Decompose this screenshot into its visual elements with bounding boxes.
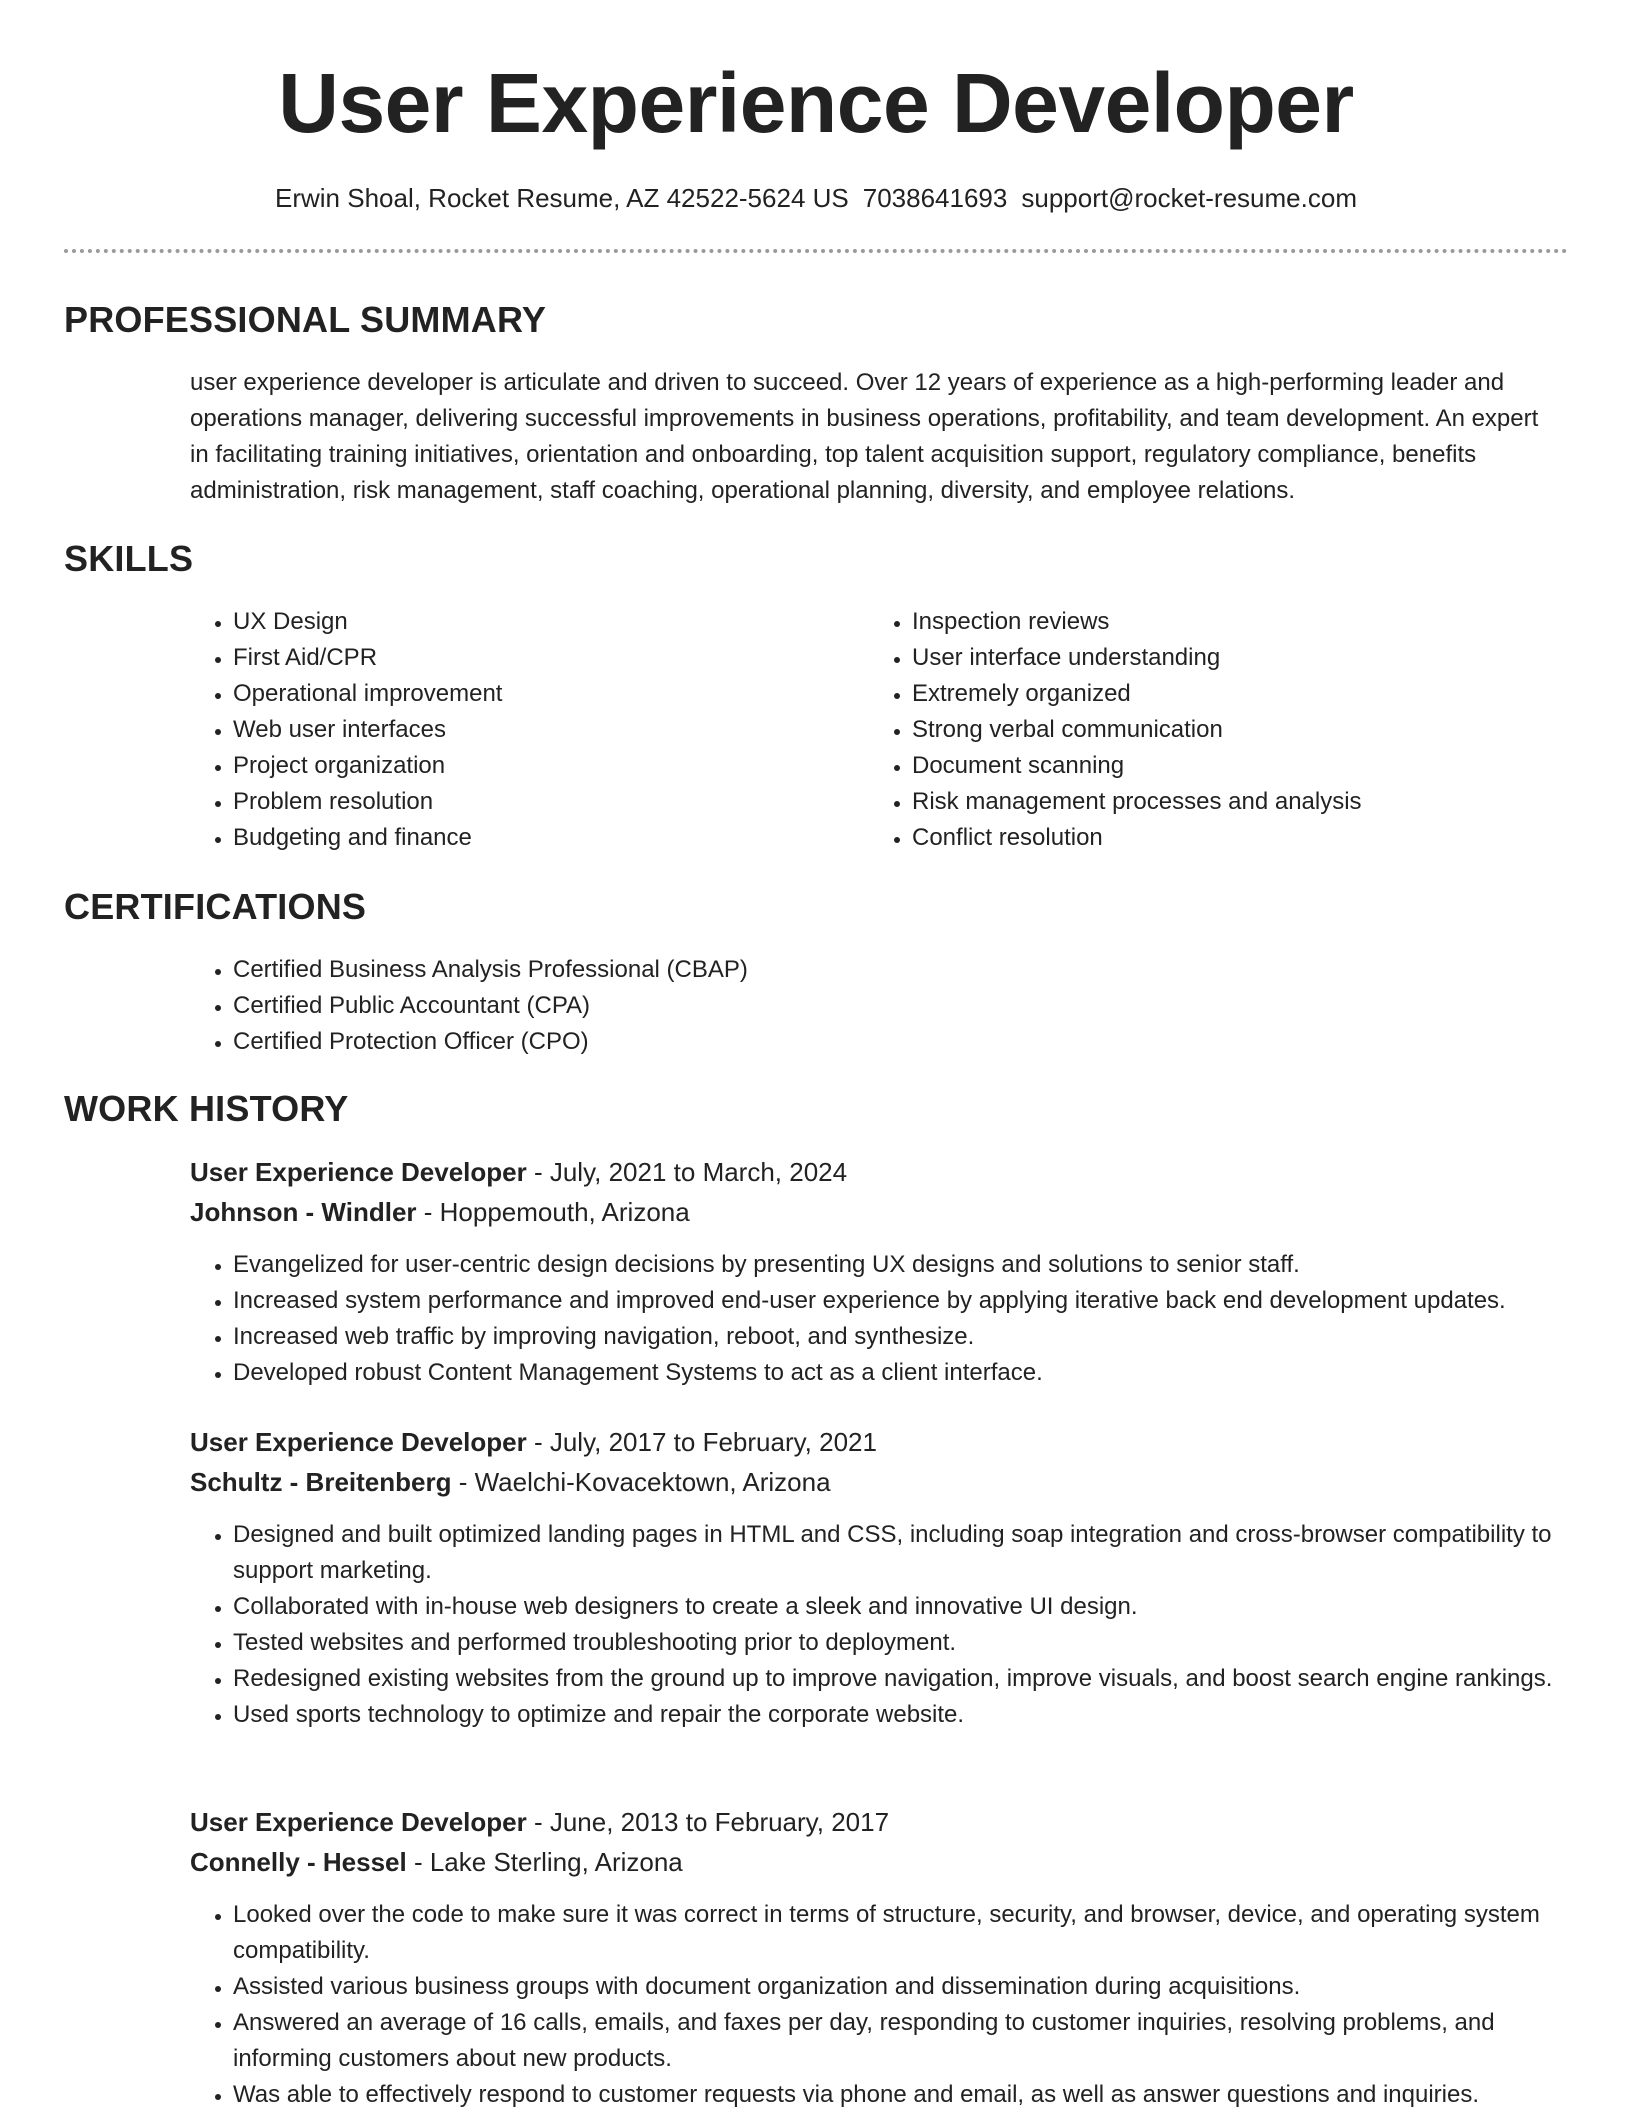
certification-item: • Certified Protection Officer (CPO): [233, 1024, 1533, 1060]
certifications-list: [189, 952, 1533, 1060]
job-title: User Experience Developer: [190, 1427, 527, 1457]
job-title: User Experience Developer: [190, 1807, 527, 1837]
contact-email[interactable]: support@rocket-resume.com: [1021, 183, 1357, 213]
skills-heading: SKILLS: [64, 538, 194, 579]
job-bullet: • Increased web traffic by improving navigation, reboot, and synthesize.: [233, 1319, 1613, 1355]
skill-item: • Strong verbal communication: [912, 712, 1592, 748]
certifications-heading: CERTIFICATIONS: [64, 886, 367, 927]
job-bullet: • Evangelized for user-centric design decisions by presenting UX designs and solutions to senior staff.: [233, 1247, 1613, 1283]
job-dates: - June, 2013 to February, 2017: [526, 1807, 890, 1837]
skill-item: • Budgeting and finance: [233, 820, 833, 856]
skill-item: • Inspection reviews: [912, 604, 1592, 640]
job-bullet: • Assisted various business groups with document organization and dissemination during acquisitions.: [233, 1969, 1573, 2005]
header-divider: [64, 249, 1568, 253]
skill-item: • Problem resolution: [233, 784, 833, 820]
certification-item: • Certified Public Accountant (CPA): [233, 988, 1533, 1024]
resume-title: User Experience Developer: [278, 56, 1354, 150]
job-title-line: [190, 1154, 847, 1190]
job-bullet: • Collaborated with in-house web designers to create a sleek and innovative UI design.: [233, 1589, 1573, 1625]
job-bullet: • Was able to effectively respond to customer requests via phone and email, as well as answer questions and inquiries.: [233, 2077, 1573, 2113]
job-location: - Waelchi-Kovacektown, Arizona: [451, 1467, 831, 1497]
skill-item: • Conflict resolution: [912, 820, 1592, 856]
job-bullets: [189, 1897, 1573, 2113]
skill-item: • UX Design: [233, 604, 833, 640]
job-bullet: • Increased system performance and improved end-user experience by applying iterative back end development updates.: [233, 1283, 1613, 1319]
job-bullets: [189, 1517, 1573, 1733]
skill-item: • Web user interfaces: [233, 712, 833, 748]
skill-item: • Project organization: [233, 748, 833, 784]
job-bullet: • Redesigned existing websites from the ground up to improve navigation, improve visuals, and boost search engine rankings.: [233, 1661, 1573, 1697]
job-company: Johnson - Windler: [190, 1197, 417, 1227]
job-company-line: [190, 1844, 683, 1880]
job-bullet: • Used sports technology to optimize and repair the corporate website.: [233, 1697, 1573, 1733]
skill-item: • Extremely organized: [912, 676, 1592, 712]
job-company-line: [190, 1464, 831, 1500]
skill-item: • First Aid/CPR: [233, 640, 833, 676]
skill-item: • Risk management processes and analysis: [912, 784, 1592, 820]
skills-list-right: [868, 604, 1592, 856]
job-bullet: • Looked over the code to make sure it was correct in terms of structure, security, and browser, device, and operating system compatibility.: [233, 1897, 1573, 1969]
job-title-line: [190, 1424, 877, 1460]
skill-item: • Document scanning: [912, 748, 1592, 784]
job-bullet: • Tested websites and performed troubleshooting prior to deployment.: [233, 1625, 1573, 1661]
job-bullets: [189, 1247, 1613, 1391]
contact-phone: 7038641693: [862, 183, 1008, 213]
job-company: Schultz - Breitenberg: [190, 1467, 452, 1497]
skill-item: • User interface understanding: [912, 640, 1592, 676]
job-location: - Lake Sterling, Arizona: [406, 1847, 683, 1877]
summary-heading: PROFESSIONAL SUMMARY: [64, 299, 547, 340]
work-history-heading: WORK HISTORY: [64, 1088, 349, 1129]
job-bullet: • Designed and built optimized landing pages in HTML and CSS, including soap integration and cross-browser compatibility to support marketing.: [233, 1517, 1573, 1589]
contact-line: [0, 180, 1632, 216]
skill-item: • Operational improvement: [233, 676, 833, 712]
certification-item: • Certified Business Analysis Professional (CBAP): [233, 952, 1533, 988]
skills-list-left: [189, 604, 833, 856]
summary-text: user experience developer is articulate and driven to succeed. Over 12 years of experience as a high-performing leader and operations manager, delivering successful improvements in business operations, profitability, and team development. An expert in facilitating training initiatives, orientation and onboarding, top talent acquisition support, regulatory compliance, benefits administration, risk management, staff coaching, operational planning, diversity, and employee relations.: [190, 369, 1539, 504]
job-location: - Hoppemouth, Arizona: [416, 1197, 690, 1227]
job-title: User Experience Developer: [190, 1157, 527, 1187]
job-title-line: [190, 1804, 889, 1840]
job-dates: - July, 2021 to March, 2024: [526, 1157, 848, 1187]
job-dates: - July, 2017 to February, 2021: [526, 1427, 877, 1457]
job-company-line: [190, 1194, 690, 1230]
job-bullet: • Answered an average of 16 calls, emails, and faxes per day, responding to customer inquiries, resolving problems, and informing customers about new products.: [233, 2005, 1573, 2077]
job-bullet: • Developed robust Content Management Systems to act as a client interface.: [233, 1355, 1613, 1391]
job-company: Connelly - Hessel: [190, 1847, 407, 1877]
contact-address: Erwin Shoal, Rocket Resume, AZ 42522-5624 US: [275, 183, 849, 213]
